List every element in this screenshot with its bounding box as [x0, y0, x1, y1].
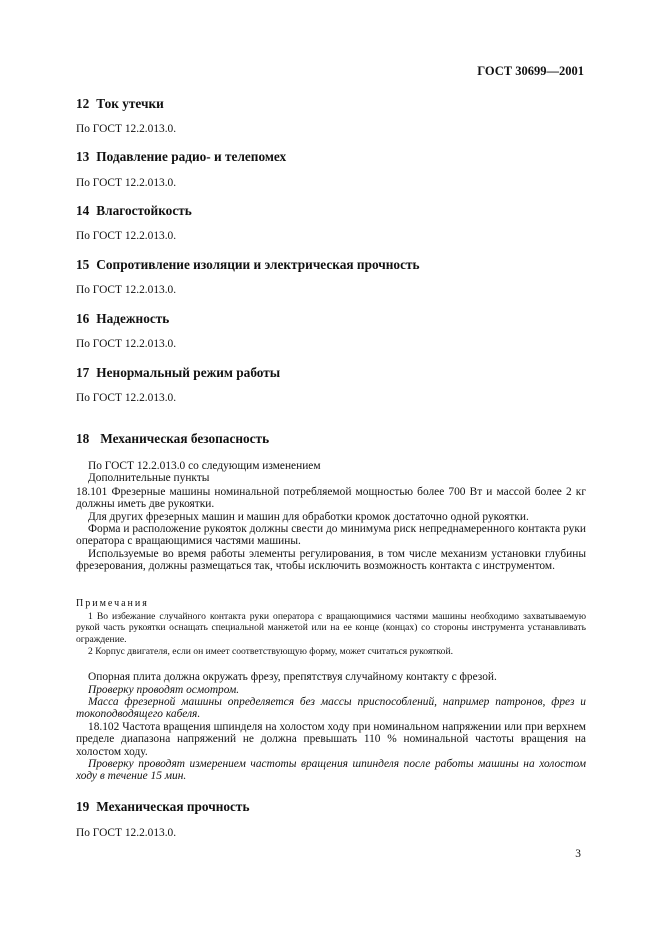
- note-2: 2 Корпус двигателя, если он имеет соответствующую форму, может считаться рукояткой.: [88, 646, 453, 657]
- paragraph-base-plate: Опорная плита должна окружать фрезу, препятствуя случайному контакту с фрезой.: [88, 671, 497, 683]
- section-number: 15: [76, 257, 90, 272]
- section-body-17: По ГОСТ 12.2.013.0.: [76, 392, 177, 404]
- section-title-text: Ток утечки: [96, 96, 164, 111]
- paragraph-change: По ГОСТ 12.2.013.0 со следующим изменением: [88, 460, 321, 472]
- paragraph-18-101: 18.101 Фрезерные машины номинальной потребляемой мощностью более 700 Вт и массой более 2 кг должны иметь две рукоятки.: [76, 486, 586, 511]
- section-number: 12: [76, 96, 90, 111]
- section-title-text: Ненормальный режим работы: [96, 365, 281, 380]
- paragraph-controls: Используемые во время работы элементы регулирования, в том числе механизм установки глубины фрезерования, должны размещаться так, чтобы исключить возможность контакта с инструментом.: [76, 548, 586, 573]
- paragraph-inspection: Проверку проводят осмотром.: [88, 684, 240, 696]
- section-title-16: [76, 311, 169, 327]
- section-body-12: По ГОСТ 12.2.013.0.: [76, 123, 177, 135]
- section-title-text: Надежность: [96, 311, 170, 326]
- section-number: 18: [76, 431, 90, 446]
- section-number: 16: [76, 311, 90, 326]
- section-number: 19: [76, 799, 90, 814]
- section-body-13: По ГОСТ 12.2.013.0.: [76, 177, 177, 189]
- section-body-19: По ГОСТ 12.2.013.0.: [76, 827, 177, 839]
- paragraph-other-machines: Для других фрезерных машин и машин для обработки кромок достаточно одной рукоятки.: [88, 511, 529, 523]
- section-title-13: [76, 149, 286, 165]
- section-title-text: Влагостойкость: [96, 203, 192, 218]
- section-title-text: Подавление радио- и телепомех: [96, 149, 287, 164]
- page-number: 3: [575, 848, 581, 860]
- section-title-text: Сопротивление изоляции и электрическая прочность: [96, 257, 420, 272]
- notes-header: Примечания: [76, 598, 149, 609]
- section-title-text: Механическая прочность: [96, 799, 250, 814]
- section-title-19: [76, 799, 249, 815]
- page-header-doc-code: ГОСТ 30699—2001: [477, 64, 584, 78]
- section-title-18: [76, 431, 269, 447]
- section-title-17: [76, 365, 280, 381]
- section-title-15: [76, 257, 420, 273]
- section-number: 14: [76, 203, 90, 218]
- paragraph-18-102: 18.102 Частота вращения шпинделя на холостом ходу при номинальном напряжении или при верхнем пределе диапазона напряжений не должна превышать 110 % номинальной частоты вращения на холостом ходу.: [76, 721, 586, 758]
- section-title-text: Механическая безопасность: [100, 431, 270, 446]
- section-body-16: По ГОСТ 12.2.013.0.: [76, 338, 177, 350]
- paragraph-additional: Дополнительные пункты: [88, 472, 210, 484]
- section-number: 13: [76, 149, 90, 164]
- section-body-15: По ГОСТ 12.2.013.0.: [76, 284, 177, 296]
- paragraph-handle-shape: Форма и расположение рукояток должны свести до минимума риск непреднамеренного контакта руки оператора с вращающимися частями машины.: [76, 523, 586, 548]
- section-number: 17: [76, 365, 90, 380]
- section-title-12: [76, 96, 164, 112]
- section-title-14: [76, 203, 192, 219]
- section-body-14: По ГОСТ 12.2.013.0.: [76, 230, 177, 242]
- paragraph-speed-check: Проверку проводят измерением частоты вращения шпинделя после работы машины на холостом ходу в течение 15 мин.: [76, 758, 586, 783]
- note-1: 1 Во избежание случайного контакта руки оператора с вращающимися частями машины необходимо захватываемую рукой часть рукоятки оснащать специальной манжетой или на ее конце (концах) со стороны инструмента устанавливать ограждение.: [76, 611, 586, 645]
- paragraph-mass: Масса фрезерной машины определяется без массы приспособлений, например патронов, фрез и токоподводящего кабеля.: [76, 696, 586, 721]
